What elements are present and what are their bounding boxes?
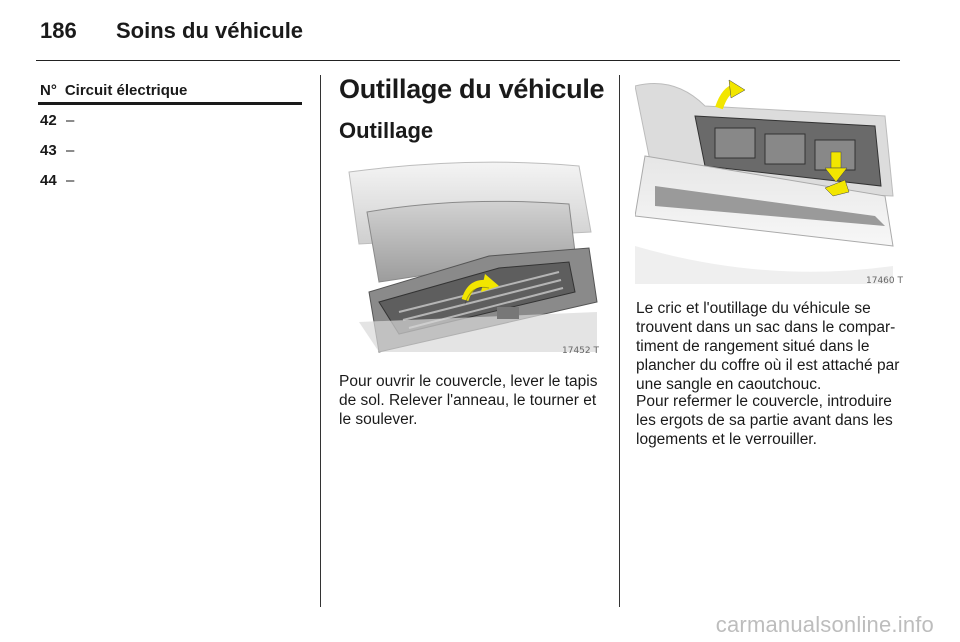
column-divider-right [619, 75, 620, 607]
column-header-circuit: Circuit électrique [64, 82, 188, 99]
figure-code: 17460 T [866, 276, 903, 286]
subsection-title: Outillage [339, 118, 434, 143]
fuse-circuit: – [66, 172, 75, 189]
table-row [40, 112, 74, 129]
paragraph-close-cover: Pour refermer le couvercle, introduire les ergots de sa partie avant dans les logements et le verrouiller. [636, 393, 893, 448]
figure-tool-storage [635, 76, 897, 284]
page-number: 186 [40, 18, 77, 43]
fuse-number: 44 [40, 172, 57, 189]
figure-code: 17452 T [562, 346, 599, 356]
fuse-table-header [40, 82, 195, 99]
figure-floor-cover [339, 152, 601, 360]
table-row [40, 172, 74, 189]
fuse-table-rule [38, 102, 302, 105]
table-row [40, 142, 74, 159]
column-divider-left [320, 75, 321, 607]
column-header-number: N° [40, 82, 57, 99]
fuse-circuit: – [66, 142, 75, 159]
header-rule [36, 60, 900, 61]
fuse-number: 42 [40, 112, 57, 129]
fuse-number: 43 [40, 142, 57, 159]
paragraph-open-cover: Pour ouvrir le couvercle, lever le tapis de sol. Relever l'anneau, le tourner et le soulever. [339, 373, 598, 428]
fuse-circuit: – [66, 112, 75, 129]
main-title: Outillage du véhicule [339, 74, 605, 104]
section-title: Soins du véhicule [116, 18, 304, 43]
paragraph-jack-location: Le cric et l'outillage du véhicule se trouvent dans un sac dans le compar-timent de rangement situé dans le plancher du coffre où il est attaché par une sangle en caoutchouc. [636, 300, 900, 393]
watermark: carmanualsonline.info [715, 612, 934, 637]
